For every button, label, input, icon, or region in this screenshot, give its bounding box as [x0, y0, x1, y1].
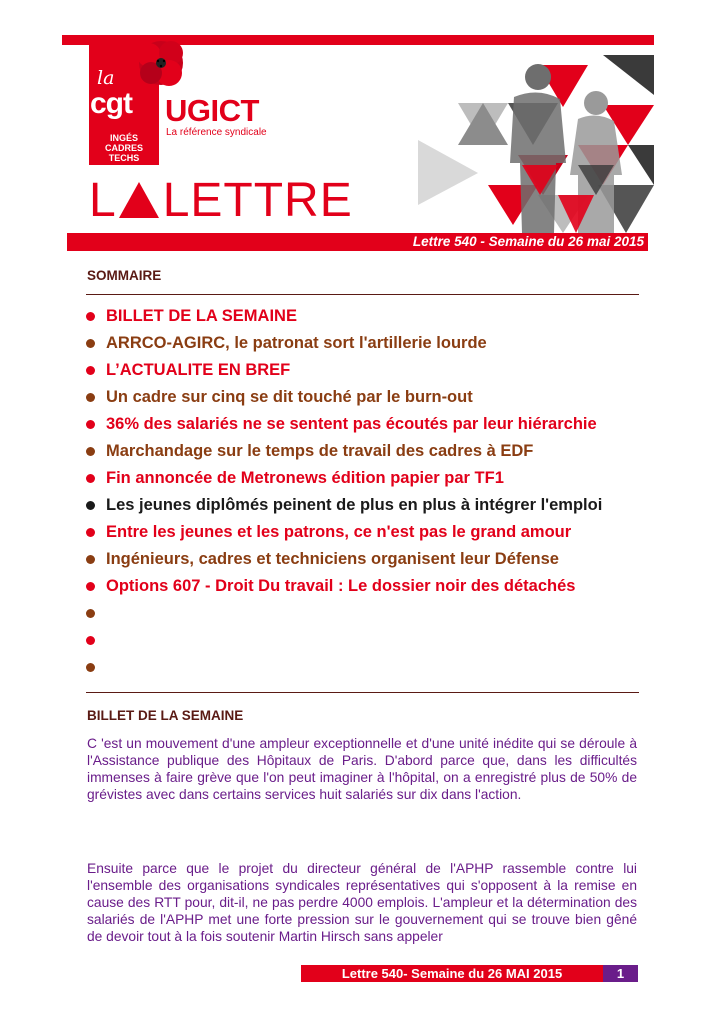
sommaire-item-text: Un cadre sur cinq se dit touché par le burn-out	[106, 388, 473, 406]
bullet-icon	[86, 447, 95, 456]
sommaire-item[interactable]	[86, 413, 602, 440]
bullet-icon	[86, 501, 95, 510]
sommaire-item-empty	[86, 602, 602, 629]
page-number: 1	[603, 965, 638, 982]
title-l: L	[89, 173, 117, 227]
bullet-icon	[86, 636, 95, 645]
sommaire-item-text: L’ACTUALITE EN BREF	[106, 361, 291, 379]
bullet-icon	[86, 366, 95, 375]
billet-paragraph: Ensuite parce que le projet du directeur général de l'APHP rassemble contre lui l'ensemble des organisations syndicales représentatives qui s'opposent à la remise en cause des RTT pour, dit-il, ne pas perdre 4000 emplois. L'ampleur et la détermination des salariés de l'APHP met une forte pression sur le gouvernement qui se trouve bien gêné de devoir tout à la fois soutenir Martin Hirsch sans appeler	[87, 861, 637, 944]
logo-subtitle	[89, 133, 159, 163]
people-triangles-graphic	[418, 45, 654, 233]
sommaire-item-text: Options 607 - Droit Du travail : Le dossier noir des détachés	[106, 577, 576, 595]
sommaire-item-text: Ingénieurs, cadres et techniciens organisent leur Défense	[106, 550, 559, 568]
sommaire-item[interactable]	[86, 440, 602, 467]
sommaire-item-text: 36% des salariés ne se sentent pas écoutés par leur hiérarchie	[106, 415, 597, 433]
title-triangle-icon	[119, 182, 159, 218]
sommaire-item-text: ARRCO-AGIRC, le patronat sort l'artillerie lourde	[106, 334, 487, 352]
logo-sub-line: TECHS	[108, 153, 140, 163]
bullet-icon	[86, 474, 95, 483]
bullet-icon	[86, 582, 95, 591]
poppy-flower-icon	[131, 37, 191, 93]
sommaire-item[interactable]	[86, 548, 602, 575]
sommaire-list	[86, 305, 602, 683]
sommaire-item[interactable]	[86, 332, 602, 359]
sommaire-item[interactable]	[86, 386, 602, 413]
issue-banner: Lettre 540 - Semaine du 26 mai 2015	[67, 233, 648, 251]
divider	[86, 692, 639, 693]
sommaire-item-empty	[86, 629, 602, 656]
sommaire-item[interactable]	[86, 305, 602, 332]
logo-sub-line: CADRES	[104, 143, 143, 153]
bullet-icon	[86, 663, 95, 672]
sommaire-item-text: Entre les jeunes et les patrons, ce n'est pas le grand amour	[106, 523, 572, 541]
divider	[86, 294, 639, 295]
bullet-icon	[86, 609, 95, 618]
sommaire-item-text: Marchandage sur le temps de travail des cadres à EDF	[106, 442, 534, 460]
bullet-icon	[86, 339, 95, 348]
bullet-icon	[86, 555, 95, 564]
logo-la-text: la	[97, 67, 115, 89]
bullet-icon	[86, 420, 95, 429]
billet-paragraph: C 'est un mouvement d'une ampleur exceptionnelle et d'une unité inédite qui se déroule à l'Assistance publique des Hôpitaux de Paris. D'abord parce que, dans les difficultés immenses à faire grève que l'on peut imaginer à l'hôpital, on a enregistré plus de 50% de grévistes avec dans certains services huit salariés sur dix dans l'action.	[87, 736, 637, 802]
ugict-logo-text: UGICT	[165, 93, 259, 128]
sommaire-item-text: BILLET DE LA SEMAINE	[106, 307, 297, 325]
bullet-icon	[86, 312, 95, 321]
sommaire-item[interactable]	[86, 521, 602, 548]
bullet-icon	[86, 393, 95, 402]
logo-sub-line: INGÉS	[109, 133, 138, 143]
title-lettre: LETTRE	[162, 173, 353, 227]
bullet-icon	[86, 528, 95, 537]
sommaire-item[interactable]	[86, 467, 602, 494]
letter-title	[89, 170, 353, 230]
sommaire-item[interactable]	[86, 359, 602, 386]
footer-label: Lettre 540- Semaine du 26 MAI 2015	[301, 965, 603, 982]
sommaire-item-empty	[86, 656, 602, 683]
billet-heading: BILLET DE LA SEMAINE	[87, 708, 244, 723]
sommaire-heading: SOMMAIRE	[87, 268, 162, 283]
logo-tagline: La référence syndicale	[166, 127, 267, 138]
sommaire-item[interactable]	[86, 575, 602, 602]
sommaire-item-text: Les jeunes diplômés peinent de plus en plus à intégrer l'emploi	[106, 496, 603, 514]
sommaire-item-text: Fin annoncée de Metronews édition papier par TF1	[106, 469, 504, 487]
logo-cgt-text: cgt	[90, 87, 132, 120]
sommaire-item[interactable]	[86, 494, 602, 521]
